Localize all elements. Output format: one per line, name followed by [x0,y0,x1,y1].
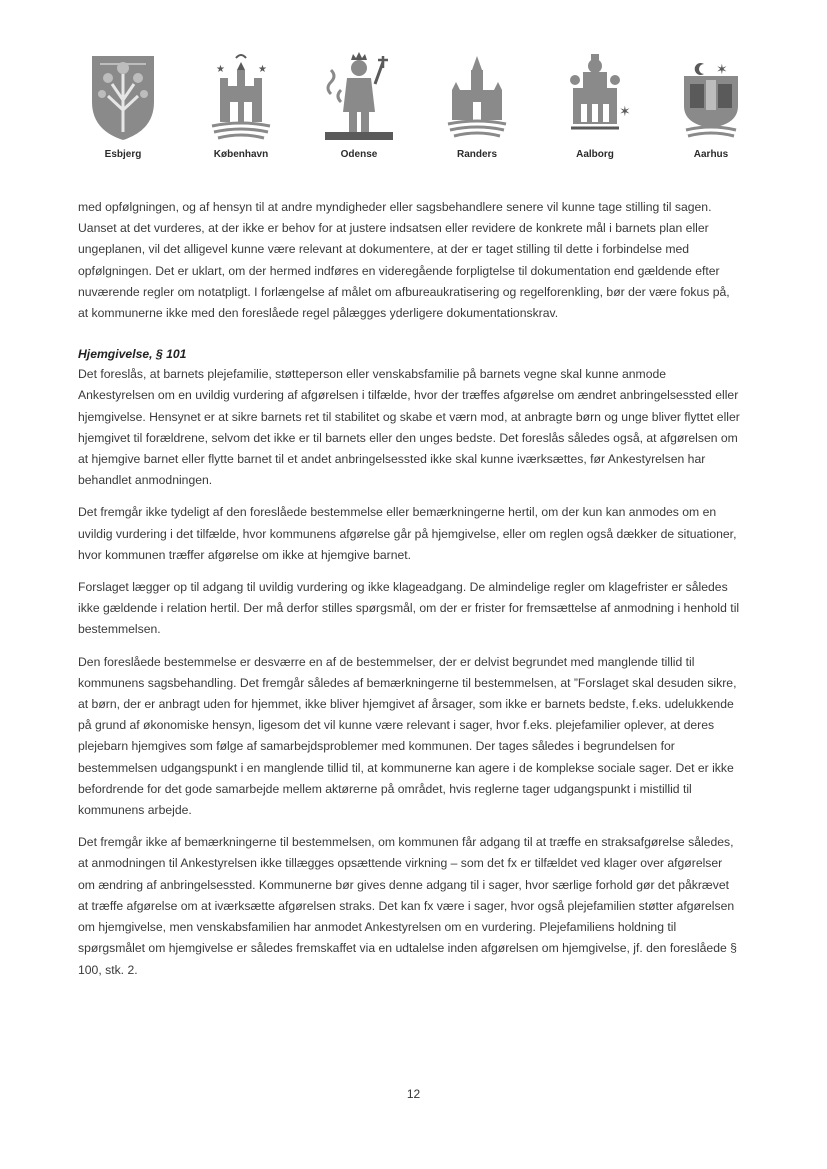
paragraph-1: Det foreslås, at barnets plejefamilie, støtteperson eller venskabsfamilie på barnets vegne skal kunne anmode Ankestyrelsen om en uvildig vurdering af afgørelsen i tilfælde, hvor der træffes afgørelse om ændret anbringelsessted eller hjemgivelse. Hensynet er at sikre barnets ret til stabilitet og skabe et værn mod, at anbragte børn og unge bliver flyttet eller hjemgivet til forældrene, selvom det ikke er til barnets eller den unges bedste. Det foreslås således også, at afgørelsen om at hjemgive barnet eller flytte barnet til et andet anbringelsessted ikke skal kunne iværksættes, før Ankestyrelsen har behandlet anmodningen. [78,367,740,488]
intro-paragraph: med opfølgningen, og af hensyn til at andre myndigheder eller sagsbehandlere senere vil kunne tage stilling til sagen. Uanset at det vurderes, at der ikke er behov for at justere indsatsen eller revidere de konkrete mål i barnets plan eller ungeplanen, vil det alligevel kunne være relevant at dokumentere, at der er taget stilling til dette i forbindelse med opfølgningen. Det er uklart, om der hermed indføres en videregående forpligtelse til dokumentation end gældende efter nuværende regler om notatpligt. I forlængelse af målet om afbureaukratisering og regelforenkling, bør der være fokus på, at kommunerne ikke med den foreslåede regel pålægges yderligere dokumentationskrav. [78,200,730,321]
randers-crest-icon [442,50,512,142]
esbjerg-crest-icon [88,50,158,142]
aarhus-crest-icon [676,50,746,142]
document-body [78,197,742,992]
crest-esbjerg [78,50,168,166]
crest-label: Randers [456,149,497,160]
crest-label: København [213,149,269,160]
crest-aalborg [550,50,640,166]
svg-text:★: ★ [216,64,225,75]
crest-odense [314,50,404,166]
crest-header [78,50,756,166]
paragraph-5: Det fremgår ikke af bemærkningerne til bestemmelsen, om kommunen får adgang til at træffe en straksafgørelse således, at anmodningen til Ankestyrelsen ikke tillægges opsættende virkning – som det fx er tilfældet ved klager over afgørelser om ændring af anbringelsessted. Kommunerne bør gives denne adgang til i sager, hvor særlige forhold gør det påkrævet at træffe afgørelse om at iværksætte afgørelsen straks. Det kan fx være i sager, hvor også plejefamilien støtter afgørelsen om hjemgivelse, men venskabsfamilien har anmodet Ankestyrelsen om en vurdering. Plejefamiliens holdning til spørgsmålet om hjemgivelse er således fremskaffet via en udtalelse inden afgørelsen om hjemgivelse, jf. den foreslåede § 100, stk. 2. [78,835,737,977]
crest-kobenhavn [196,50,286,166]
svg-text:✶: ✶ [716,62,728,78]
crest-label: Esbjerg [104,149,142,160]
paragraph-3: Forslaget lægger op til adgang til uvildig vurdering og ikke klageadgang. De almindelige regler om klagefrister er således ikke gældende i relation hertil. Der må derfor stilles spørgsmål, om der er frister for fremsættelse af anmodning i henhold til bestemmelsen. [78,580,740,637]
svg-text:★: ★ [258,64,267,75]
page-number: 12 [406,1087,421,1101]
crest-label: Aarhus [693,149,729,160]
crest-label: Odense [340,149,378,160]
crest-aarhus [666,50,756,166]
svg-text:✶: ✶ [619,104,631,120]
crest-label: Aalborg [576,149,614,160]
crest-randers [432,50,522,166]
odense-crest-icon [321,50,397,142]
section-heading: Hjemgivelse, § 101 [78,347,187,362]
kobenhavn-crest-icon [206,50,276,142]
aalborg-crest-icon [555,50,635,142]
paragraph-2: Det fremgår ikke tydeligt af den foreslåede bestemmelse eller bemærkningerne hertil, om der kun kan anmodes om en uvildig vurdering i det tilfælde, hvor kommunens afgørelse går på hjemgivelse, eller om reglen også dækker de situationer, hvor kommunen træffer afgørelse om ikke at hjemgive barnet. [78,505,737,562]
paragraph-4: Den foreslåede bestemmelse er desværre en af de bestemmelser, der er delvist begrundet med manglende tillid til kommunens sagsbehandling. Det fremgår således af bemærkningerne til bestemmelsen, at ”Forslaget skal desuden sikre, at børn, der er anbragt uden for hjemmet, ikke bliver hjemgivet af årsager, som ikke er barnets bedste, f.eks. udelukkende på grund af økonomiske hensyn, ligesom det vil kunne være relevant i sager, hvor f.eks. plejefamilier oplever, at deres plejebarn hjemgives som følge af samarbejdsproblemer med kommunen. Der tages således i begrundelsen for bestemmelsen udgangspunkt i en manglende tillid til, at kommunerne kan agere i de komplekse sociale sager. Det er ikke befordrende for det gode samarbejde mellem aktørerne på området, hvis reglerne tager udgangspunkt i mistillid til kommunens arbejde. [78,654,737,818]
